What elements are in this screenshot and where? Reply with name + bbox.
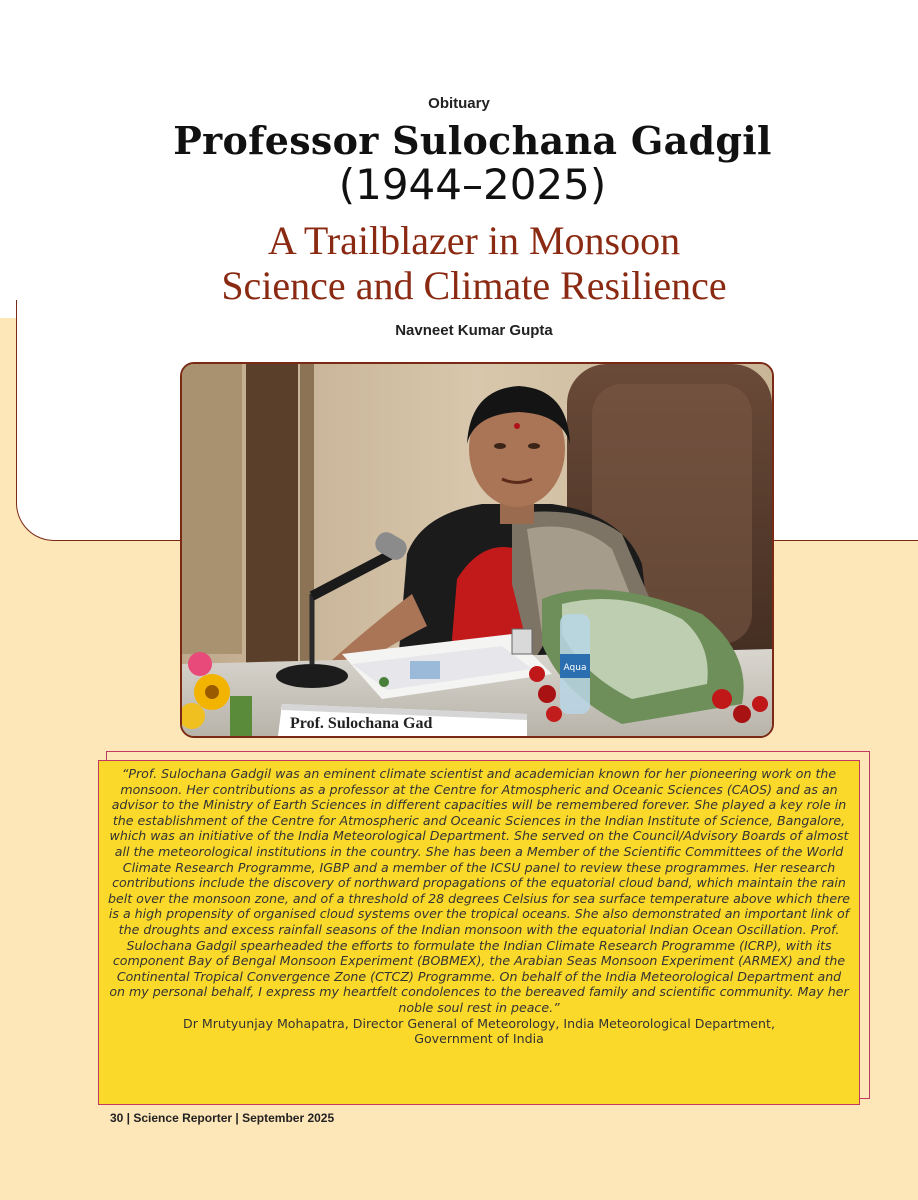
quote-attribution-line-1: Dr Mrutyunjay Mohapatra, Director General of Meteorology, India Meteorological Department, (183, 1015, 775, 1031)
article-title: Professor Sulochana Gadgil (173, 118, 772, 163)
portrait-photo (180, 362, 774, 738)
quote-attribution-line-2: Government of India (414, 1031, 544, 1047)
article-subtitle (0, 218, 918, 308)
nameplate-text: Prof. Sulochana Gad (290, 715, 433, 732)
subtitle-line-1: A Trailblazer in Monsoon (267, 218, 681, 263)
author-byline: Navneet Kumar Gupta (395, 322, 553, 339)
portrait-illustration (182, 364, 772, 736)
subtitle-line-2: Science and Climate Resilience (221, 263, 727, 308)
quote-box (98, 760, 860, 1105)
bottle-label: Aqua (563, 663, 587, 673)
page-footer: 30 | Science Reporter | September 2025 (110, 1111, 335, 1125)
article-years: (1944–2025) (338, 160, 607, 209)
quote-text: “Prof. Sulochana Gadgil was an eminent climate scientist and academician known for her pioneering work on the monsoon. Her contributions as a professor at the Centre for Atmospheric and Oceanic Sciences (CAOS) and as an advisor to the Ministry of Earth Sciences in different capacities will be remembered forever. She played a key role in the establishment of the Centre for Atmospheric and Oceanic Sciences in the Indian Institute of Science, Bangalore, which was an initiative of the India Meteorological Department. She served on the Council/Advisory Boards of almost all the meteorological institutions in the country. She has been a Member of the Scientific Committees of the World Climate Research Programme, IGBP and a member of the ICSU panel to review these programmes. Her research contributions include the discovery of northward propagations of the equatorial cloud band, which maintain the rain belt over the monsoon zone, and of a threshold of 28 degrees Celsius for sea surface temperature above which there is a high propensity of organised cloud systems over the tropical oceans. She also demonstrated an important link of the droughts and excess rainfall seasons of the Indian monsoon with the equatorial Indian Ocean Oscillation. Prof. Sulochana Gadgil spearheaded the efforts to formulate the Indian Climate Research Programme (ICRP), with its component Bay of Bengal Monsoon Experiment (BOBMEX), the Arabian Seas Monsoon Experiment (ARMEX) and the Continental Tropical Convergence Zone (CTCZ) Programme. On behalf of the India Meteorological Department and on my personal behalf, I express my heartfelt condolences to the bereaved family and scientific community. May her noble soul rest in peace.” (107, 766, 851, 1015)
section-kicker: Obituary (428, 95, 490, 112)
